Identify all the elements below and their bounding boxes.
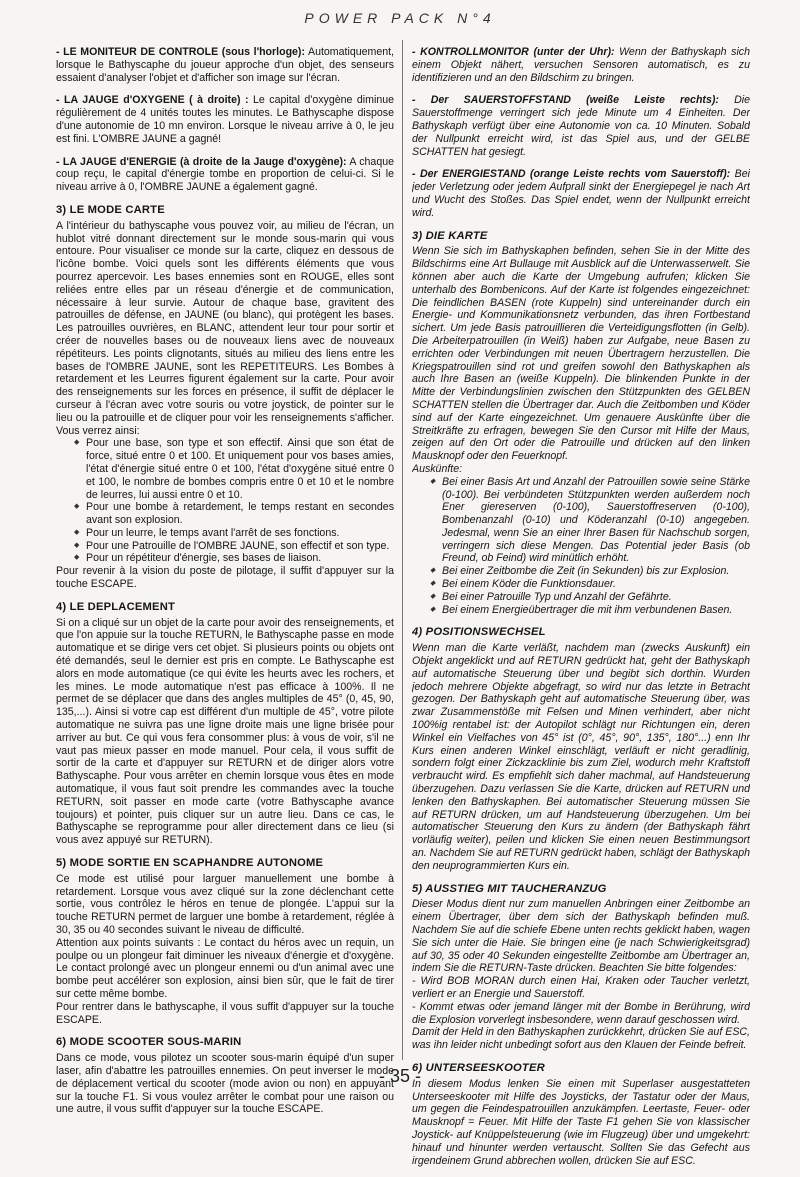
column-divider	[402, 40, 403, 1060]
control-monitor-paragraph	[56, 46, 394, 84]
section-6-heading: 6) UNTERSEESKOOTER	[412, 1061, 545, 1074]
list-item: ◆ Bei einer Patrouille Typ und Anzahl der Gefährte.	[430, 591, 750, 604]
section-5-text-1: Dieser Modus dient nur zum manuellen Anbringen einer Zeitbombe an einem Übertrager, über dem sich der Bathyskaph befinden muß. Nachdem Sie auf die schiefe Ebene unten rechts geklickt haben, wagen Sie sich unter die Haie. Sie bringen eine (je nach Schwierigkeitsgrad) auf 30, 35 oder 40 Sekunden eingestellte Zeitbombe am Übertrager an, indem Sie die RETURN-Taste drücken. Beachten Sie bitte folgendes:	[412, 898, 750, 975]
list-item: ◆ Pour une Patrouille de l'OMBRE JAUNE, son effectif et son type.	[74, 540, 394, 553]
oxygen-gauge-paragraph	[56, 94, 394, 145]
section-3-heading: 3) LE MODE CARTE	[56, 203, 165, 216]
control-monitor-text: Automatiquement, lorsque le Bathyscaphe du joueur approche d'un objet, des senseurs essaient d'analyser l'objet et d'afficher son image sur l'écran.	[56, 46, 394, 84]
list-item: ◆ Pour un leurre, le temps avant l'arrêt de ses fonctions.	[74, 527, 394, 540]
control-monitor-paragraph	[412, 46, 750, 84]
list-item: ◆ Bei einer Zeitbombe die Zeit (in Sekunden) bis zur Explosion.	[430, 565, 750, 578]
list-item: ◆ Pour une bombe à retardement, le temps restant en secondes avant son explosion.	[74, 501, 394, 527]
section-4-text: Wenn man die Karte verläßt, nachdem man (zwecks Auskunft) ein Objekt angeklickt und auf RETURN gedrückt hat, geht der Bathyskaph auf automatische Steuerung über und begibt sich dorthin. Wurden jedoch mehrere Objekte abgefragt, so wird nur das letzte in Betracht gezogen. Der Bathyskaph geht auf automatische Steuerung über, was zwar Zusammenstöße mit Felsen und Minen verhindert, aber nicht 100%ig rentabel ist: der Autopilot schlägt nur Richtungen ein, deren Winkel ein Vielfaches von 45° ist (0°, 45°, 90°, 135°, 180°...) enn Ihr Kurs einen anderen Winkel einschlägt, verläuft er nicht geradlinig, sondern folgt einer Zickzacklinie bis zum Ziel, wodurch mehr Kraftstoff verbraucht wird. Es empfiehlt sich daher machmal, auf Handsteuerung überzugehen. Dazu verlassen Sie die Karte, drücken auf RETURN und lenken den Bathyskaphen. Bei automatischer Steuerung müssen Sie auf RETURN drücken, um auf Handsteuerung überzugehen. Um bei automatischer Steuerung den Kurs zu ändern (der Bathyskaph fährt vorläufig weiter), peilen und klicken Sie einen neuen Bestimmungsort an. Nachdem Sie auf RETURN gedrückt haben, schlägt der Bathyskaph den neuprogrammierten Kurs ein.	[412, 642, 750, 872]
page-number: - 35 -	[378, 1066, 421, 1086]
control-monitor-text: Wenn der Bathyskaph sich einem Objekt nähert, versuchen Sensoren automatisch, es zu identifizieren und an den Bildschirm zu bringen.	[412, 46, 750, 84]
oxygen-gauge-label: - Der SAUERSTOFFSTAND (weiße Leiste rechts):	[412, 94, 719, 107]
energy-gauge-label: - Der ENERGIESTAND (orange Leiste rechts vom Sauerstoff):	[412, 168, 731, 181]
section-3-heading: 3) DIE KARTE	[412, 229, 488, 242]
section-5-text-2: Attention aux points suivants : Le contact du héros avec un requin, un poulpe ou un plongeur fait diminuer les niveaux d'énergie et d'oxygène. Le contact prolongé avec un plongeur ennemi ou d'un animal avec une bombe peut accélérer son explosion, ainsi bien sûr, que le fait de tirer sur cette même bombe.	[56, 936, 394, 1000]
section-5-heading: 5) MODE SORTIE EN SCAPHANDRE AUTONOME	[56, 857, 324, 870]
section-3-text: A l'intérieur du bathyscaphe vous pouvez voir, au milieu de l'écran, un hublot vitré donnant directement sur le monde sous-marin qui vous entoure. Pour visualiser ce monde sur la carte, cliquez en dessous de l'icône bombe. Voici quels sont les différents éléments que vous pourrez apercevoir. Les bases ennemies sont en ROUGE, elles sont reliées entre elles par un réseau d'énergie et de communication, nécessaire à leur survie. Autour de chaque base, gravitent des patrouilles de défense, en JAUNE (ou blanc), qui protègent les bases. Les patrouilles ouvrières, en BLANC, attendent leur tour pour sortir et créer de nouvelles bases ou de nouveaux liens avec de nouveaux répétiteurs. Les points clignotants, situés au milieu des liens entre les bases de l'OMBRE JAUNE, sont les REPETITEURS. Les Bombes à retardement et les Leurres figurent également sur la carte. Pour avoir des renseignements sur les forces en présence, il suffit de déplacer le curseur à l'écran avec votre souris ou votre joystick, de pointer sur le lieu ou la patrouille et de cliquer pour voir les renseignements s'afficher. Vous verrez ainsi:	[56, 219, 394, 437]
oxygen-gauge-text: Die Sauerstoffmenge verringert sich jede Minute um 4 Einheiten. Der Bathyskaph verfügt über eine Autonomie von ca. 10 Minuten. Sobald der Nullpunkt erreicht wird, ist das Spiel aus, und der GELBE SCHATTEN hat gesiegt.	[412, 94, 750, 158]
german-column	[412, 46, 750, 1177]
list-item: ◆ Bei einer Basis Art und Anzahl der Patrouillen sowie seine Stärke (0-100). Bei verbündeten Stützpunkten werden außerdem noch Ener giereserven (0-100), Sauerstoffreserven (0-100), Bombenanzahl (0-10) und Köderanzahl (0-10) angegeben. Jedesmal, wenn Sie an einer Ihrer Basen für Nachschub sorgen, verringern sich diese Mengen. Das Potential jeder Basis (ob Freund, ob Feind) wird minütlich erhöht.	[430, 476, 750, 566]
list-item: ◆ Pour une base, son type et son effectif. Ainsi que son état de force, situé entre 0 et 100. Et uniquement pour vos bases amies, l'état d'énergie situé entre 0 et 100, l'état d'oxygène situé entre 0 et 100, le nombre de bombes compris entre 0 et 10 et le nombre de leurres, lui aussi entre 0 et 10.	[74, 437, 394, 501]
section-4-heading: 4) POSITIONSWECHSEL	[412, 626, 546, 639]
section-5-text-1: Ce mode est utilisé pour larguer manuellement une bombe à retardement. Lorsque vous avez cliqué sur la zone déclenchant cette sortie, vous contrôlez le héros en tenue de plongée. L'appui sur la touche RETURN permet de larguer une bombe à retardement, réglée à 30, 35 ou 40 secondes suivant le niveau de difficulté.	[56, 872, 394, 936]
control-monitor-label: - LE MONITEUR DE CONTROLE (sous l'horloge):	[56, 46, 305, 58]
oxygen-gauge-paragraph	[412, 94, 750, 158]
section-4-heading: 4) LE DEPLACEMENT	[56, 600, 176, 613]
section-5-text-2: - Wird BOB MORAN durch einen Hai, Kraken oder Taucher verletzt, verliert er an Energie und Sauerstoff.	[412, 975, 750, 1000]
energy-gauge-paragraph	[56, 156, 394, 194]
energy-gauge-text: Bei jeder Verletzung oder jedem Aufprall sinkt der Energiepegel je nach Art und Wucht des Stoßes. Das Spiel endet, wenn der Nullpunkt erreicht wird.	[412, 168, 750, 219]
section-3-end: Pour revenir à la vision du poste de pilotage, il suffit d'appuyer sur la touche ESCAPE.	[56, 565, 394, 591]
section-3-label: Auskünfte:	[412, 462, 463, 475]
section-6-text: In diesem Modus lenken Sie einen mit Superlaser ausgestatteten Unterseeskooter mit Hilfe des Joysticks, der Tastatur oder der Maus, um gegen die Feindespatrouillen anzukämpfen. Leertaste, Feuer- oder Mausknopf = Feuer. Mit Hilfe der Taste F1 gehen Sie von klassischer Joystick- auf Knüppelsteuerung (wie im Flugzeug) über und umgekehrt: hinauf und hinunter werden vertauscht. Sollten Sie das Gefecht aus irgendeinem Grund abbrechen wollen, drücken Sie auf ESC.	[412, 1077, 750, 1167]
section-6-text: Dans ce mode, vous pilotez un scooter sous-marin équipé d'un super laser, afin d'abattre les patrouilles ennemies. On peut inverser le mode de déplacement vertical du scooter (mode avion ou non) en appuyant sur la touche F1. Si vous voulez arrêter le combat pour une raison ou une autre, il vous suffit d'appuyer sur la touche ESCAPE.	[56, 1052, 394, 1116]
energy-gauge-paragraph	[412, 168, 750, 219]
page-header: POWER PACK N°4	[304, 10, 496, 26]
oxygen-gauge-text: Le capital d'oxygène diminue régulièrement de 4 unités toutes les minutes. Le Bathyscaphe dispose d'une autonomie de 10 mn environ. Lorsque le niveau arrive à 0, le jeu est fini. L'OMBRE JAUNE a gagné!	[56, 94, 394, 145]
energy-gauge-text: A chaque coup reçu, le capital d'énergie tombe en proportion de celui-ci. Si le niveau arrive à 0, l'OMBRE JAUNE a également gagné.	[56, 155, 394, 194]
section-3-text: Wenn Sie sich im Bathyskaphen befinden, sehen Sie in der Mitte des Bildschirms eine Art Bullauge mit Ausblick auf die Unterwasserwelt. Sie können aber auch die Karte der Umgebung aufrufen; klicken Sie unterhalb des Bombenicons. Auf der Karte ist folgendes eingezeichnet: Die feindlichen BASEN (rote Kuppeln) sind untereinander durch ein Energie- und Kommunikationsnetz verbunden, das ihren Fortbestand sichert. Um jede Basis patrouillieren die Verteidigungsflotten (in Gelb). Die Arbeiterpatrouillen (in Weiß) haben zur Aufgabe, neue Basen zu errichten oder Verbindungen mit neuen Übertragern herzustellen. Die Kriegspatrouillen sind rot und greifen sowohl den Bathyskaphen als auch Ihre Basen an (weiße Kuppeln). Die blinkenden Punkte in der Mitte der Verbindungslinien zwischen den Stützpunkten des GELBEN SCHATTEN stellen die Übertrager dar. Auch die Zeitbomben und Köder sind auf der Karte eingezeichnet. Um genauere Auskünfte über die Streitkräfte zu erfragen, bewegen Sie den Cursor mit Hilfe der Maus, zeigen auf den Ort oder die Patrouille und drücken auf den linken Mausknopf oder den Feuerknopf.	[412, 245, 750, 463]
list-item: ◆ Bei einem Energieübertrager die mit ihm verbundenen Basen.	[430, 604, 750, 617]
section-5-heading: 5) AUSSTIEG MIT TAUCHERANZUG	[412, 882, 607, 895]
section-5-text-3: Pour rentrer dans le bathyscaphe, il vous suffit d'appuyer sur la touche ESCAPE.	[56, 1000, 394, 1026]
section-3-list	[430, 476, 750, 617]
section-3-list	[74, 437, 394, 565]
list-item: ◆ Pour un répétiteur d'énergie, ses bases de liaison.	[74, 552, 394, 565]
energy-gauge-label: - LA JAUGE d'ENERGIE (à droite de la Jauge d'oxygène):	[56, 155, 347, 168]
french-column	[56, 46, 394, 1126]
oxygen-gauge-label: - LA JAUGE d'OXYGENE ( à droite) :	[56, 94, 249, 107]
control-monitor-label: - KONTROLLMONITOR (unter der Uhr):	[412, 46, 615, 58]
section-5-text-3: - Kommt etwas oder jemand länger mit der Bombe in Berührung, wird die Explosion vorverlegt insbesondere, wenn darauf geschossen wird.	[412, 1000, 750, 1026]
section-6-heading: 6) MODE SCOOTER SOUS-MARIN	[56, 1036, 242, 1049]
section-4-text: Si on a cliqué sur un objet de la carte pour avoir des renseignements, et que l'on appuie sur la touche RETURN, le Bathyscaphe passe en mode automatique et se dirige vers cet objet. Si plusieurs points ou objets ont été demandés, seul le dernier est pris en compte. Le Bathyscaphe est alors en mode automatique (ce qui évite les heurts avec les rochers, et les mines. Le mode automatique n'est pas efficace à 100%. Il ne permet de se déplacer que dans des angles multiples de 45° (0, 45, 90, 135,...). Ainsi si votre cap est différent d'un multiple de 45°, votre pilote automatique ne suivra pas une ligne droite mais une ligne brisée pour arriver au but. Ce qui vous fera consommer plus: à vous de voir, s'il ne vaut pas mieux passer en mode manuel. Pour cela, il vous suffit de sortir de la carte et d'appuyer sur RETURN et de diriger alors votre Bathyscaphe. Pour vous arrêter en chemin lorsque vous êtes en mode automatique, il vous faut soit prendre les commandes avec la touche RETURN, soit passer en mode carte (votre Bathyscaphe avance toujours) et pointer, puis cliquer sur un autre lieu. Dans ce cas, le Bathyscaphe se reprogramme pour aller directement dans ce lieu (si vous avez appuyé sur RETURN).	[56, 616, 394, 847]
list-item: ◆ Bei einem Köder die Funktionsdauer.	[430, 578, 750, 591]
section-5-text-4: Damit der Held in den Bathyskaphen zurückkehrt, drücken Sie auf ESC, was ihn leider nicht unbedingt sofort aus den Klauen der Feinde befreit.	[412, 1026, 750, 1052]
